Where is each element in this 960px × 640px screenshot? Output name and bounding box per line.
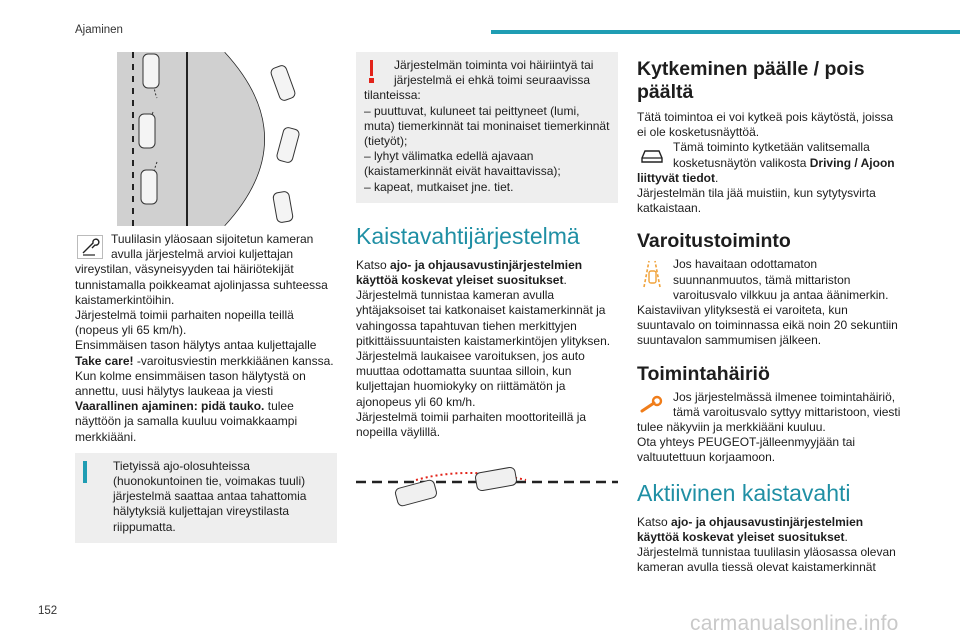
page-number: 152	[38, 605, 58, 617]
recommendations-ref: Katso ajo- ja ohjausavustinjärjestelmien käyttöä koskevat yleiset suositukset.	[356, 257, 583, 288]
watermark: carmanualsonline.info	[690, 612, 899, 635]
no-touchscreen-text: Tätä toimintoa ei voi kytkeä pois käytöstä, joissa ei ole kosketusnäyttöä.	[637, 110, 894, 140]
lane-performance-text: Järjestelmä toimii parhaiten moottoriteillä ja nopeilla väylillä.	[356, 409, 587, 440]
take-care-label: Take care!	[75, 353, 134, 368]
weaving-car-diagram	[75, 52, 337, 226]
lane-detect-text: Järjestelmä tunnistaa kameran avulla yhtäjaksoiset tai katkonaiset kaistamerkinnät ja vahingossa tapahtuvan tiehen merkittyjen pitkittäissuuntaisten kaistamerkintöjen ylityksen.	[356, 288, 611, 348]
warning-item: – lyhyt välimatka edellä ajavaan (kaistamerkinnät eivät havaittavissa);	[364, 149, 561, 179]
info-note-text: Tietyissä ajo-olosuhteissa (huonokuntoinen tie, voimakas tuuli) järjestelmä saattaa antaa tahattomia hälytyksiä kuljettajan vireystilasta riippumatta.	[113, 458, 307, 534]
warning-item: – puuttuvat, kuluneet tai peittyneet (lumi, muta) tiemerkinnät tai moninaiset tiemerkinnät (tietyöt);	[364, 103, 610, 149]
column-3	[637, 52, 905, 575]
warning-intro: Järjestelmän toiminta voi häiriintyä tai järjestelmä ei ehkä toimi seuraavissa	[394, 58, 594, 88]
lane-alert-text: Järjestelmä laukaisee varoituksen, jos auto muuttaa odottamatta suuntaa silloin, kun kuljettajan huomiokyky on riittämätön ja ajonopeus yli 60 km/h.	[356, 349, 585, 409]
contact-dealer-text: Ota yhteys PEUGEOT-jälleenmyyjään tai valtuutettuun korjaamoon.	[637, 435, 856, 465]
column-2	[356, 52, 618, 520]
wrench-icon	[637, 391, 667, 419]
dangerous-driving-label: Vaarallinen ajaminen: pidä tauko.	[75, 399, 265, 414]
warning-function-heading: Varoitustoiminto	[637, 230, 791, 253]
info-icon	[83, 461, 87, 483]
lane-crossing-diagram	[356, 458, 618, 520]
lane-crossing-illustration	[356, 458, 618, 520]
lane-departure-warning-icon	[637, 258, 667, 290]
active-lane-heading: Aktiivinen kaistavahti	[637, 479, 851, 506]
lane-departure-heading: Kaistavahtijärjestelmä	[356, 222, 580, 249]
warning-item: – kapeat, mutkaiset jne. tiet.	[364, 179, 514, 194]
camera-paragraph-indent: Tuulilasin yläosaan sijoitetun kameran avulla järjestelmä arvioi kuljettajan	[111, 232, 314, 262]
first-level-alert-text: Ensimmäisen tason hälytys antaa kuljettajalle Take care! -varoitusviestin merkkiäänen kanssa.	[75, 338, 334, 368]
memory-text: Järjestelmän tila jää muistiin, kun sytytysvirta katkaistaan.	[637, 186, 876, 216]
active-recommendations-ref: Katso ajo- ja ohjausavustinjärjestelmien käyttöä koskevat yleiset suositukset.	[637, 514, 864, 544]
p-activation: Tämä toiminto kytketään valitsemalla kosketusnäytön valikosta Driving / Ajoon liittyvät tiedot.	[637, 140, 895, 185]
malfunction-heading: Toimintahäiriö	[637, 362, 770, 385]
driver-camera-icon	[75, 233, 105, 261]
warning-icon	[370, 60, 373, 76]
car-settings-icon	[637, 141, 667, 169]
best-performance-text: Järjestelmä toimii parhaiten nopeilla teillä (nopeus yli 65 km/h).	[75, 308, 294, 338]
second-level-alert-text: Kun kolme ensimmäisen tason hälytystä on annettu, uusi hälytys laukeaa ja viesti Vaarallinen ajaminen: pidä tauko. tulee näyttöön ja samalla kuuluu voimakkaampi merkkiääni.	[75, 368, 306, 444]
driver-attention-illustration	[75, 52, 337, 226]
turn-signal-text: Kaistaviivan ylityksestä ei varoiteta, kun suuntavalo on toiminnassa eikä noin 20 sekuntiin suuntavalon sammumisen jälkeen.	[637, 303, 898, 348]
on-off-heading: Kytkeminen päälle / pois päältä	[637, 58, 865, 103]
p-camera-section	[75, 232, 337, 308]
column-1	[75, 52, 337, 543]
info-note	[75, 453, 337, 543]
p-warning-light: Jos havaitaan odottamaton suunnanmuutos, tämä mittariston varoitusvalo vilkkuu ja antaa äänimerkin.	[637, 257, 905, 303]
warning-intro-rest: tilanteissa:	[364, 88, 421, 103]
active-lane-detect-text: Järjestelmä tunnistaa tuulilasin yläosassa olevan kameran avulla tiessä olevat kaistamerkinnät	[637, 545, 896, 575]
header-accent-bar	[491, 30, 960, 34]
running-header: Ajaminen	[75, 24, 123, 36]
warning-note	[356, 52, 618, 203]
p-malfunction: Jos järjestelmässä ilmenee toimintahäiriö, tämä varoitusvalo syttyy mittaristoon, viesti tulee näkyviin ja merkkiääni kuuluu.	[637, 389, 901, 435]
camera-paragraph-rest: vireystilan, väsyneisyyden tai häiriötekijät tunnistamalla poikkeamat ajolinjassa suhteessa kaistamerkintöihin.	[75, 262, 328, 307]
